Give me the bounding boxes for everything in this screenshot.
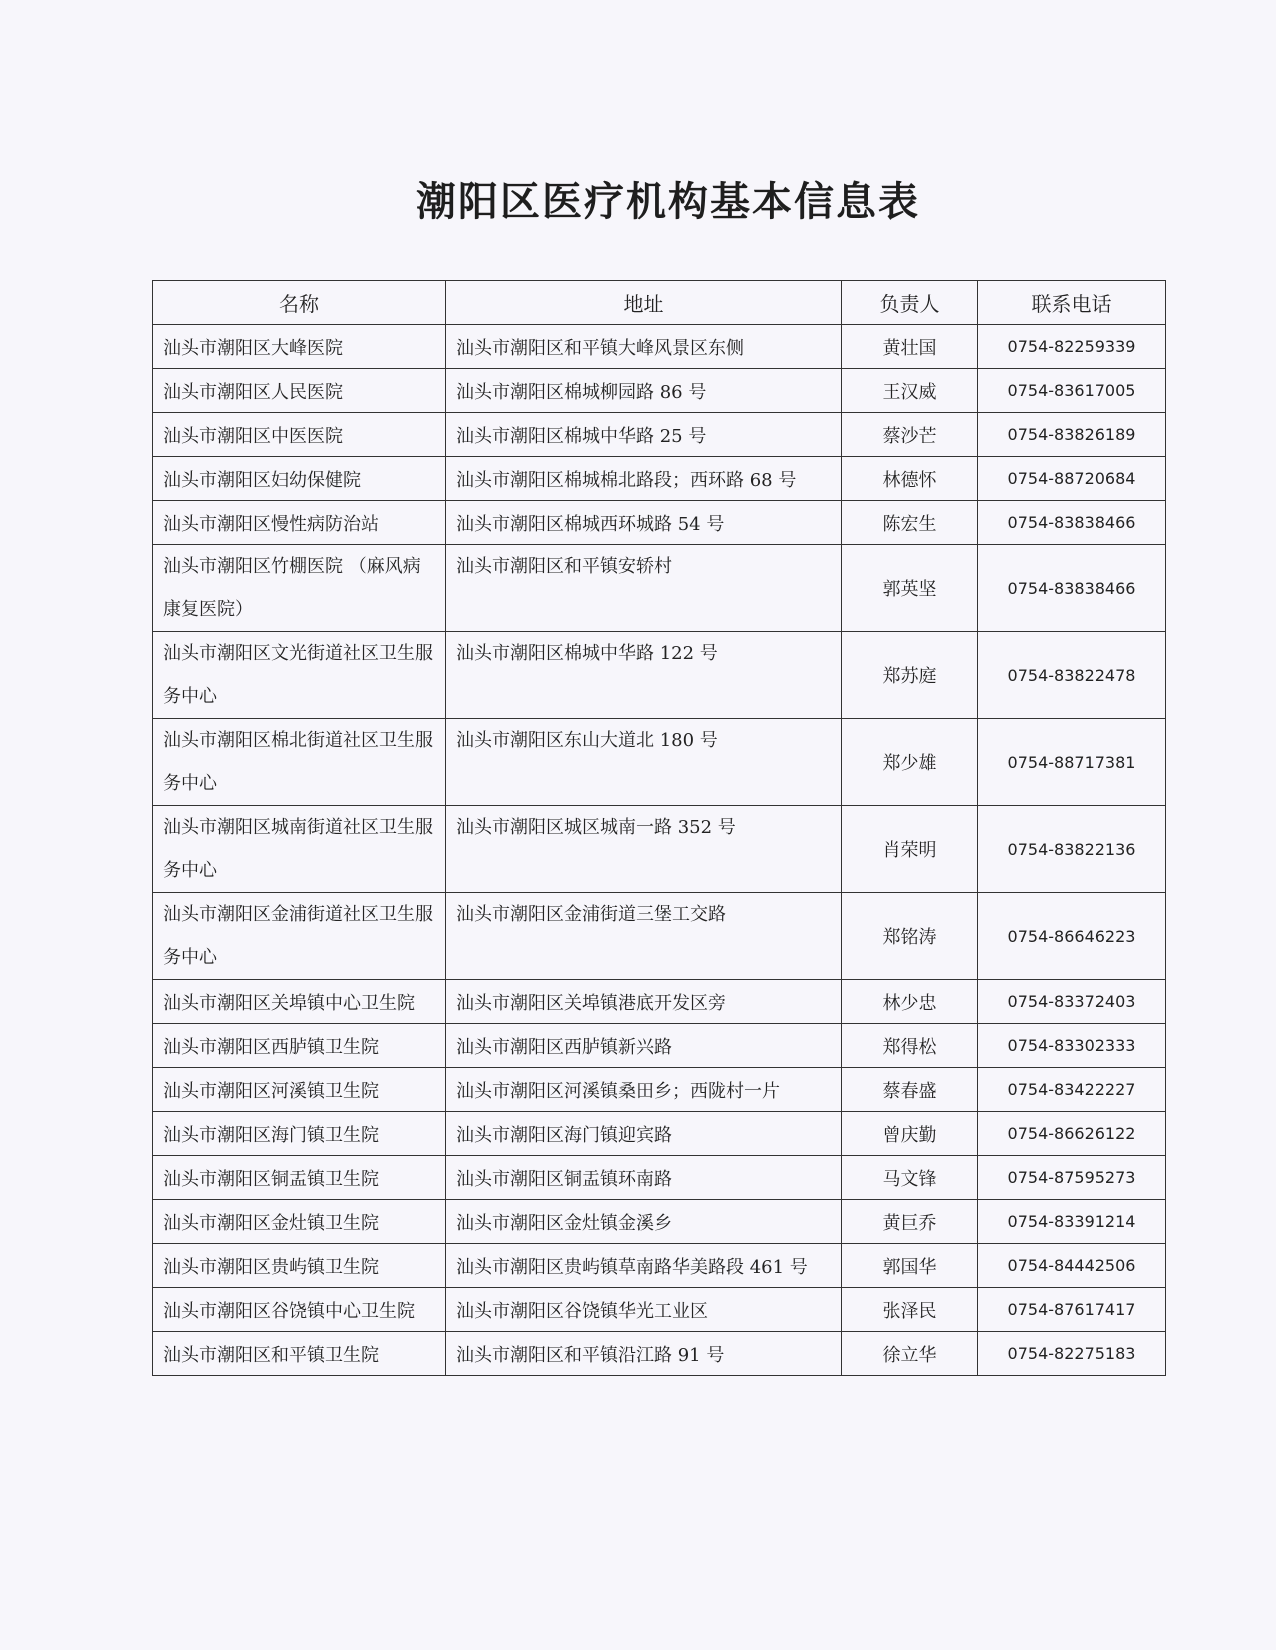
table-row	[153, 1024, 1166, 1068]
contact-phone: 0754-84442506	[978, 1244, 1166, 1288]
institution-address: 汕头市潮阳区海门镇迎宾路	[446, 1112, 842, 1156]
person-in-charge: 郑铭涛	[842, 893, 978, 980]
contact-phone: 0754-83826189	[978, 413, 1166, 457]
institution-name: 汕头市潮阳区金灶镇卫生院	[153, 1200, 446, 1244]
contact-phone: 0754-83822478	[978, 632, 1166, 719]
person-in-charge: 肖荣明	[842, 806, 978, 893]
person-in-charge: 林德怀	[842, 457, 978, 501]
table-row	[153, 1112, 1166, 1156]
table-row	[153, 1068, 1166, 1112]
contact-phone: 0754-86626122	[978, 1112, 1166, 1156]
institution-name: 汕头市潮阳区慢性病防治站	[153, 501, 446, 545]
institution-name: 汕头市潮阳区海门镇卫生院	[153, 1112, 446, 1156]
page-title: 潮阳区医疗机构基本信息表	[416, 179, 920, 225]
institution-address: 汕头市潮阳区西胪镇新兴路	[446, 1024, 842, 1068]
table-row	[153, 806, 1166, 893]
institution-name: 汕头市潮阳区人民医院	[153, 369, 446, 413]
contact-phone: 0754-83838466	[978, 545, 1166, 632]
institution-name: 汕头市潮阳区金浦街道社区卫生服务中心	[153, 893, 446, 980]
person-in-charge: 曾庆勤	[842, 1112, 978, 1156]
contact-phone: 0754-83838466	[978, 501, 1166, 545]
medical-institutions-table	[152, 280, 1166, 1376]
person-in-charge: 郑得松	[842, 1024, 978, 1068]
header-address: 地址	[446, 281, 842, 325]
institution-address: 汕头市潮阳区贵屿镇草南路华美路段 461 号	[446, 1244, 842, 1288]
table-row	[153, 325, 1166, 369]
table-row	[153, 719, 1166, 806]
contact-phone: 0754-83422227	[978, 1068, 1166, 1112]
institution-address: 汕头市潮阳区河溪镇桑田乡；西陇村一片	[446, 1068, 842, 1112]
table-row	[153, 1156, 1166, 1200]
person-in-charge: 黄壮国	[842, 325, 978, 369]
contact-phone: 0754-86646223	[978, 893, 1166, 980]
table-row	[153, 501, 1166, 545]
contact-phone: 0754-82275183	[978, 1332, 1166, 1376]
institution-address: 汕头市潮阳区棉城中华路 25 号	[446, 413, 842, 457]
institution-name: 汕头市潮阳区和平镇卫生院	[153, 1332, 446, 1376]
contact-phone: 0754-83617005	[978, 369, 1166, 413]
table-header-row	[153, 281, 1166, 325]
table-row	[153, 369, 1166, 413]
institution-address: 汕头市潮阳区和平镇大峰风景区东侧	[446, 325, 842, 369]
contact-phone: 0754-83372403	[978, 980, 1166, 1024]
person-in-charge: 蔡春盛	[842, 1068, 978, 1112]
institution-address: 汕头市潮阳区金灶镇金溪乡	[446, 1200, 842, 1244]
institution-name: 汕头市潮阳区贵屿镇卫生院	[153, 1244, 446, 1288]
institution-address: 汕头市潮阳区棉城棉北路段；西环路 68 号	[446, 457, 842, 501]
table-row	[153, 413, 1166, 457]
person-in-charge: 郭英坚	[842, 545, 978, 632]
institution-name: 汕头市潮阳区大峰医院	[153, 325, 446, 369]
contact-phone: 0754-87595273	[978, 1156, 1166, 1200]
header-phone: 联系电话	[978, 281, 1166, 325]
institution-address: 汕头市潮阳区铜盂镇环南路	[446, 1156, 842, 1200]
institution-name: 汕头市潮阳区河溪镇卫生院	[153, 1068, 446, 1112]
institution-name: 汕头市潮阳区铜盂镇卫生院	[153, 1156, 446, 1200]
institution-name: 汕头市潮阳区棉北街道社区卫生服务中心	[153, 719, 446, 806]
table-row	[153, 980, 1166, 1024]
institution-address: 汕头市潮阳区谷饶镇华光工业区	[446, 1288, 842, 1332]
person-in-charge: 郑少雄	[842, 719, 978, 806]
contact-phone: 0754-82259339	[978, 325, 1166, 369]
institution-name: 汕头市潮阳区西胪镇卫生院	[153, 1024, 446, 1068]
person-in-charge: 张泽民	[842, 1288, 978, 1332]
institution-address: 汕头市潮阳区和平镇沿江路 91 号	[446, 1332, 842, 1376]
institution-address: 汕头市潮阳区和平镇安轿村	[446, 545, 842, 632]
person-in-charge: 蔡沙芒	[842, 413, 978, 457]
header-person: 负责人	[842, 281, 978, 325]
table-row	[153, 893, 1166, 980]
contact-phone: 0754-88720684	[978, 457, 1166, 501]
institution-name: 汕头市潮阳区谷饶镇中心卫生院	[153, 1288, 446, 1332]
contact-phone: 0754-87617417	[978, 1288, 1166, 1332]
contact-phone: 0754-88717381	[978, 719, 1166, 806]
person-in-charge: 林少忠	[842, 980, 978, 1024]
institution-address: 汕头市潮阳区金浦街道三堡工交路	[446, 893, 842, 980]
contact-phone: 0754-83302333	[978, 1024, 1166, 1068]
institution-name: 汕头市潮阳区妇幼保健院	[153, 457, 446, 501]
institution-name: 汕头市潮阳区竹棚医院 （麻风病康复医院）	[153, 545, 446, 632]
institution-address: 汕头市潮阳区棉城柳园路 86 号	[446, 369, 842, 413]
institution-address: 汕头市潮阳区棉城西环城路 54 号	[446, 501, 842, 545]
institution-name: 汕头市潮阳区城南街道社区卫生服务中心	[153, 806, 446, 893]
institution-name: 汕头市潮阳区文光街道社区卫生服务中心	[153, 632, 446, 719]
contact-phone: 0754-83822136	[978, 806, 1166, 893]
person-in-charge: 徐立华	[842, 1332, 978, 1376]
person-in-charge: 马文锋	[842, 1156, 978, 1200]
person-in-charge: 郭国华	[842, 1244, 978, 1288]
contact-phone: 0754-83391214	[978, 1200, 1166, 1244]
table-row	[153, 1200, 1166, 1244]
table-row	[153, 632, 1166, 719]
institution-address: 汕头市潮阳区城区城南一路 352 号	[446, 806, 842, 893]
person-in-charge: 郑苏庭	[842, 632, 978, 719]
table-row	[153, 1288, 1166, 1332]
institution-name: 汕头市潮阳区关埠镇中心卫生院	[153, 980, 446, 1024]
table-row	[153, 545, 1166, 632]
person-in-charge: 王汉威	[842, 369, 978, 413]
table-row	[153, 1332, 1166, 1376]
institution-name: 汕头市潮阳区中医医院	[153, 413, 446, 457]
institution-address: 汕头市潮阳区关埠镇港底开发区旁	[446, 980, 842, 1024]
table-row	[153, 457, 1166, 501]
institution-address: 汕头市潮阳区棉城中华路 122 号	[446, 632, 842, 719]
person-in-charge: 黄巨乔	[842, 1200, 978, 1244]
institution-address: 汕头市潮阳区东山大道北 180 号	[446, 719, 842, 806]
table-row	[153, 1244, 1166, 1288]
header-name: 名称	[153, 281, 446, 325]
person-in-charge: 陈宏生	[842, 501, 978, 545]
